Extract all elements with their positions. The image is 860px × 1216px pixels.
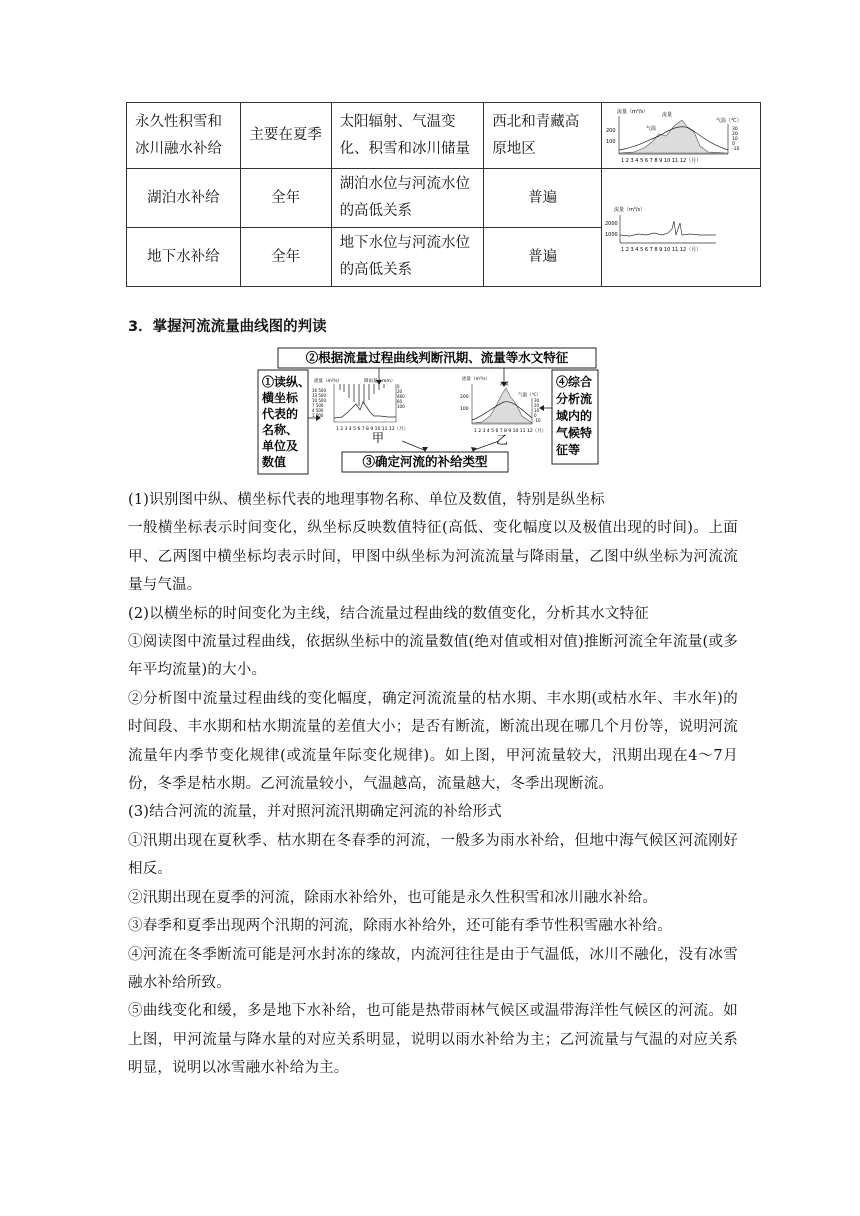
diagram-left-line: 单位及 <box>262 439 299 453</box>
diagram-right-line: ④综合 <box>556 375 593 389</box>
supply-factor-cell: 太阳辐射、气温变化、积雪和冰川储量 <box>331 103 484 169</box>
x-ticks: 1 2 3 4 5 6 7 8 9 10 11 12（月） <box>620 246 702 253</box>
y-tick: 10 500 <box>312 398 326 403</box>
t-tick: -10 <box>731 146 740 152</box>
y-tick: 1 500 <box>312 413 324 418</box>
supply-type-cell: 地下水补给 <box>127 228 241 287</box>
lake-ground-flow-chart <box>601 169 760 287</box>
y-tick: 200 <box>605 127 616 134</box>
supply-season-cell: 主要在夏季 <box>240 103 331 169</box>
supply-region-cell: 普遍 <box>484 169 602 228</box>
supply-region-cell: 普遍 <box>484 228 602 287</box>
chart-yi-label: 乙 <box>496 433 509 447</box>
chart-flow-word: 流量 <box>500 382 509 387</box>
chart-temp-label: 气温（℃） <box>518 393 542 398</box>
t-tick: 20 <box>534 403 540 408</box>
supply-season-cell: 全年 <box>240 228 331 287</box>
paragraph: ②分析图中流量过程曲线的变化幅度，确定河流流量的枯水期、丰水期(或枯水年、丰水年)的时间段、丰水期和枯水期流量的差值大小；是否有断流，断流出现在哪几个月份等，说明河流流量年内季节变化规律(或流量年际变化规律)。如上图，甲河流量较大，汛期出现在4～7月份，冬季是枯水期。乙河流量较小，气温越高，流量越大，冬季出现断流。 <box>128 690 738 793</box>
rain-tick: 100 <box>397 404 405 409</box>
chart-flow-label: 流量（m³/s） <box>616 108 649 115</box>
hydrograph-reading-diagram <box>254 346 600 476</box>
t-tick: 30 <box>731 126 738 132</box>
chart-flow-word: 流量 <box>661 111 672 118</box>
chart-temp-label: 气温（℃） <box>715 117 742 124</box>
y-tick: 100 <box>460 407 469 412</box>
paragraph: ①阅读图中流量过程曲线，依据纵坐标中的流量数值(绝对值或相对值)推断河流全年流量(或多年平均流量)的大小。 <box>128 634 738 679</box>
t-tick: 10 <box>534 408 540 413</box>
y-tick: 13 500 <box>312 393 326 398</box>
diagram-bottom-box: ③确定河流的补给类型 <box>362 454 488 469</box>
paragraph: ①汛期出现在夏秋季、枯水期在冬春季的河流，一般多为雨水补给，但地中海气候区河流刚好相反。 <box>128 832 738 878</box>
chart-flow-label: 流量（m³/s） <box>613 206 646 213</box>
y-tick: 100 <box>605 138 616 145</box>
t-tick: 20 <box>731 131 738 137</box>
diagram-right-line: 分析流 <box>556 392 593 406</box>
diagram-right-line: 域内的 <box>556 409 593 423</box>
t-tick: 0 <box>731 141 735 147</box>
paragraph: ②汛期出现在夏季的河流，除雨水补给外，也可能是永久性积雪和冰川融水补给。 <box>128 889 658 906</box>
chart-temp-word: 气温 <box>645 125 656 132</box>
rain-tick: 0 <box>397 384 400 389</box>
y-tick: 2000 <box>604 220 618 227</box>
supply-table <box>126 102 761 287</box>
chart-jia <box>312 377 408 445</box>
diagram-left-line: 横坐标 <box>262 391 299 405</box>
y-tick: 7 500 <box>312 403 324 408</box>
diagram-left-line: ①读纵、 <box>262 375 311 389</box>
arrow-left-icon <box>539 405 544 411</box>
diagram-left-line: 数值 <box>262 455 287 469</box>
rain-tick: 20 <box>397 389 403 394</box>
t-tick: 10 <box>731 136 738 142</box>
x-ticks: 1 2 3 4 5 6 7 8 9 10 11 12（月） <box>620 157 702 164</box>
paragraph: ④河流在冬季断流可能是河水封冻的缘故，内流河往往是由于气温低，冰川不融化，没有冰雪融水补给所致。 <box>128 946 738 991</box>
table-row <box>127 169 761 228</box>
paragraph: ⑤曲线变化和缓，多是地下水补给，也可能是热带雨林气候区或温带海洋性气候区的河流。如上图，甲河流量与降水量的对应关系明显，说明以雨水补给为主；乙河流量与气温的对应关系明显，说明以冰雪融水补给为主。 <box>128 1003 738 1077</box>
t-tick: 0 <box>534 413 537 418</box>
paragraph: ③春季和夏季出现两个汛期的河流，除雨水补给外，还可能有季节性积雪融水补给。 <box>128 918 672 935</box>
supply-type-cell: 湖泊水补给 <box>127 169 241 228</box>
section-title: 3．掌握河流流量曲线图的判读 <box>128 319 327 335</box>
supply-factor-cell: 地下水位与河流水位的高低关系 <box>331 228 484 287</box>
x-ticks: 1 2 3 4 5 6 7 8 9 10 11 12（月） <box>336 427 409 432</box>
table-row <box>127 103 761 169</box>
diagram-left-line: 代表的 <box>262 407 299 421</box>
body-text <box>128 486 738 1083</box>
paragraph: 一般横坐标表示时间变化，纵坐标反映数值特征(高低、变化幅度以及极值出现的时间)。上面甲、乙两图中横坐标均表示时间，甲图中纵坐标为河流流量与降雨量，乙图中纵坐标为河流流量与气温。 <box>128 520 738 594</box>
x-ticks: 1 2 3 4 5 6 7 8 9 10 11 12（月） <box>474 429 547 434</box>
paragraph: (3)结合河流的流量，并对照河流汛期确定河流的补给形式 <box>128 804 502 821</box>
y-tick: 16 500 <box>312 388 326 393</box>
t-tick: -10 <box>534 418 541 423</box>
chart-rain-label: 降雨量（mm） <box>364 379 396 384</box>
diagram-top-box: ②根据流量过程曲线判断汛期、流量等水文特征 <box>305 350 569 365</box>
t-tick: 30 <box>534 398 540 403</box>
chart-flow-label: 流量（m³/s） <box>462 377 491 382</box>
y-tick: 4 500 <box>312 408 324 413</box>
rain-tick: 460 <box>397 394 405 399</box>
y-tick: 1000 <box>604 231 618 238</box>
supply-factor-cell: 湖泊水位与河流水位的高低关系 <box>331 169 484 228</box>
paragraph: (2)以横坐标的时间变化为主线，结合流量过程曲线的数值变化，分析其水文特征 <box>128 605 649 622</box>
supply-type-cell: 永久性积雪和冰川融水补给 <box>127 103 241 169</box>
diagram-left-line: 名称、 <box>262 423 299 437</box>
y-tick: 200 <box>460 395 469 400</box>
supply-region-cell: 西北和青藏高原地区 <box>484 103 602 169</box>
chart-yi <box>460 375 546 447</box>
supply-season-cell: 全年 <box>240 169 331 228</box>
diagram-right-line: 征等 <box>556 443 581 457</box>
diagram-right-line: 气候特 <box>556 426 593 440</box>
rain-tick: 60 <box>397 399 403 404</box>
chart-jia-label: 甲 <box>372 431 385 445</box>
chart-flow-label: 流量（m³/s） <box>314 379 343 384</box>
glacier-flow-chart <box>601 103 760 169</box>
paragraph: (1)识别图中纵、横坐标代表的地理事物名称、单位及数值，特别是纵坐标 <box>128 492 605 508</box>
